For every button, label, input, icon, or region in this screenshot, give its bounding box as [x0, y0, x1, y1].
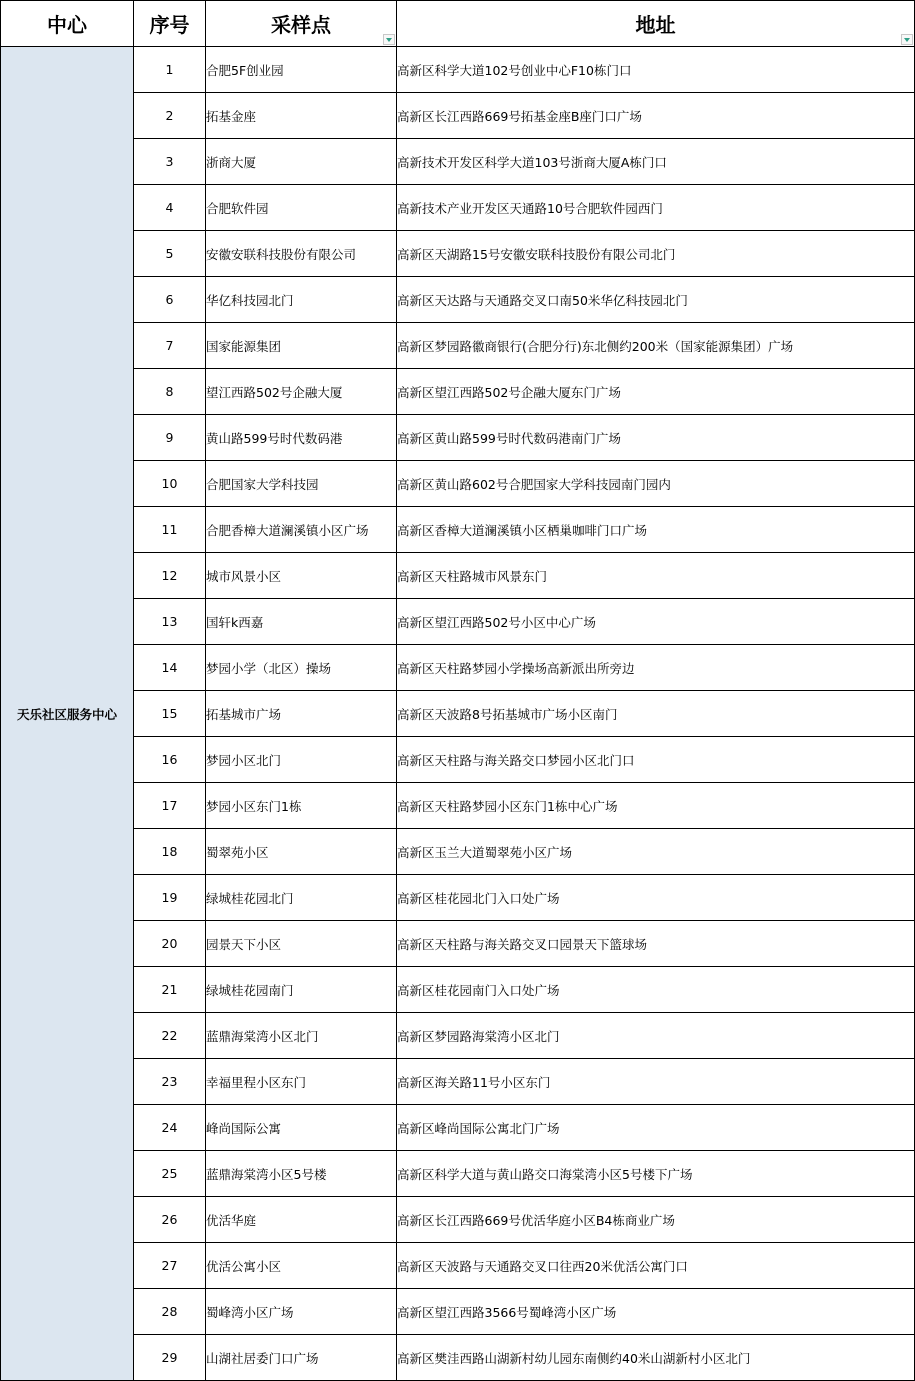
address-cell[interactable]: 高新区玉兰大道蜀翠苑小区广场	[397, 829, 915, 875]
site-cell[interactable]: 国家能源集团	[206, 323, 397, 369]
address-cell[interactable]: 高新区天柱路与海关路交口梦园小区北门口	[397, 737, 915, 783]
table-row	[1, 1197, 915, 1243]
table-row	[1, 599, 915, 645]
seq-cell[interactable]: 24	[134, 1105, 206, 1151]
seq-cell[interactable]: 23	[134, 1059, 206, 1105]
table-row	[1, 323, 915, 369]
site-cell[interactable]: 合肥香樟大道澜溪镇小区广场	[206, 507, 397, 553]
address-cell[interactable]: 高新区樊洼西路山湖新村幼儿园东南侧约40米山湖新村小区北门	[397, 1335, 915, 1381]
address-cell[interactable]: 高新区海关路11号小区东门	[397, 1059, 915, 1105]
address-cell[interactable]: 高新区天达路与天通路交叉口南50米华亿科技园北门	[397, 277, 915, 323]
site-cell[interactable]: 梦园小区东门1栋	[206, 783, 397, 829]
site-cell[interactable]: 蜀翠苑小区	[206, 829, 397, 875]
seq-cell[interactable]: 11	[134, 507, 206, 553]
table-row	[1, 553, 915, 599]
seq-cell[interactable]: 6	[134, 277, 206, 323]
header-seq	[134, 1, 206, 47]
site-cell[interactable]: 幸福里程小区东门	[206, 1059, 397, 1105]
site-cell[interactable]: 浙商大厦	[206, 139, 397, 185]
table-row	[1, 921, 915, 967]
address-cell[interactable]: 高新区天柱路梦园小区东门1栋中心广场	[397, 783, 915, 829]
address-cell[interactable]: 高新区香樟大道澜溪镇小区栖巢咖啡门口广场	[397, 507, 915, 553]
seq-cell[interactable]: 20	[134, 921, 206, 967]
site-cell[interactable]: 蜀峰湾小区广场	[206, 1289, 397, 1335]
seq-cell[interactable]: 7	[134, 323, 206, 369]
address-cell[interactable]: 高新区桂花园南门入口处广场	[397, 967, 915, 1013]
address-cell[interactable]: 高新区长江西路669号拓基金座B座门口广场	[397, 93, 915, 139]
table-row	[1, 1151, 915, 1197]
seq-cell[interactable]: 13	[134, 599, 206, 645]
address-cell[interactable]: 高新区科学大道102号创业中心F10栋门口	[397, 47, 915, 93]
site-filter-dropdown-icon[interactable]	[383, 34, 395, 45]
header-site	[206, 1, 397, 47]
seq-cell[interactable]: 12	[134, 553, 206, 599]
seq-cell[interactable]: 21	[134, 967, 206, 1013]
site-cell[interactable]: 合肥国家大学科技园	[206, 461, 397, 507]
address-cell[interactable]: 高新区天柱路梦园小学操场高新派出所旁边	[397, 645, 915, 691]
site-cell[interactable]: 山湖社居委门口广场	[206, 1335, 397, 1381]
address-cell[interactable]: 高新区望江西路502号小区中心广场	[397, 599, 915, 645]
seq-cell[interactable]: 15	[134, 691, 206, 737]
site-cell[interactable]: 望江西路502号企融大厦	[206, 369, 397, 415]
table-row	[1, 139, 915, 185]
table-row	[1, 1335, 915, 1381]
seq-cell[interactable]: 29	[134, 1335, 206, 1381]
seq-cell[interactable]: 2	[134, 93, 206, 139]
seq-cell[interactable]: 3	[134, 139, 206, 185]
table-row	[1, 967, 915, 1013]
table-row	[1, 829, 915, 875]
table-row	[1, 461, 915, 507]
table-row	[1, 645, 915, 691]
table-row	[1, 369, 915, 415]
site-cell[interactable]: 园景天下小区	[206, 921, 397, 967]
seq-cell[interactable]: 22	[134, 1013, 206, 1059]
address-cell[interactable]: 高新区黄山路602号合肥国家大学科技园南门园内	[397, 461, 915, 507]
site-cell[interactable]: 蓝鼎海棠湾小区5号楼	[206, 1151, 397, 1197]
site-cell[interactable]: 优活华庭	[206, 1197, 397, 1243]
center-name-cell[interactable]: 天乐社区服务中心	[1, 47, 134, 1381]
table-row	[1, 93, 915, 139]
table-row	[1, 737, 915, 783]
seq-cell[interactable]: 10	[134, 461, 206, 507]
address-cell[interactable]: 高新区桂花园北门入口处广场	[397, 875, 915, 921]
site-cell[interactable]: 城市风景小区	[206, 553, 397, 599]
site-cell[interactable]: 绿城桂花园南门	[206, 967, 397, 1013]
site-cell[interactable]: 安徽安联科技股份有限公司	[206, 231, 397, 277]
address-cell[interactable]: 高新区梦园路海棠湾小区北门	[397, 1013, 915, 1059]
table-row	[1, 185, 915, 231]
table-row	[1, 231, 915, 277]
table-row	[1, 691, 915, 737]
site-cell[interactable]: 黄山路599号时代数码港	[206, 415, 397, 461]
address-cell[interactable]: 高新区望江西路3566号蜀峰湾小区广场	[397, 1289, 915, 1335]
header-center	[1, 1, 134, 47]
seq-cell[interactable]: 18	[134, 829, 206, 875]
address-cell[interactable]: 高新技术开发区科学大道103号浙商大厦A栋门口	[397, 139, 915, 185]
site-cell[interactable]: 拓基金座	[206, 93, 397, 139]
header-address-label: 地址	[635, 13, 676, 37]
seq-cell[interactable]: 27	[134, 1243, 206, 1289]
table-row	[1, 1013, 915, 1059]
site-cell[interactable]: 华亿科技园北门	[206, 277, 397, 323]
address-cell[interactable]: 高新技术产业开发区天通路10号合肥软件园西门	[397, 185, 915, 231]
site-cell[interactable]: 绿城桂花园北门	[206, 875, 397, 921]
seq-cell[interactable]: 1	[134, 47, 206, 93]
address-cell[interactable]: 高新区长江西路669号优活华庭小区B4栋商业广场	[397, 1197, 915, 1243]
seq-cell[interactable]: 9	[134, 415, 206, 461]
table-row	[1, 783, 915, 829]
table-body	[1, 47, 915, 1381]
seq-cell[interactable]: 5	[134, 231, 206, 277]
site-cell[interactable]: 拓基城市广场	[206, 691, 397, 737]
header-center-label: 中心	[47, 13, 87, 37]
address-filter-dropdown-icon[interactable]	[901, 34, 913, 45]
seq-cell[interactable]: 26	[134, 1197, 206, 1243]
header-seq-label: 序号	[149, 13, 190, 37]
address-cell[interactable]: 高新区峰尚国际公寓北门广场	[397, 1105, 915, 1151]
address-cell[interactable]: 高新区天波路与天通路交叉口往西20米优活公寓门口	[397, 1243, 915, 1289]
seq-cell[interactable]: 25	[134, 1151, 206, 1197]
address-cell[interactable]: 高新区黄山路599号时代数码港南门广场	[397, 415, 915, 461]
address-cell[interactable]: 高新区天柱路城市风景东门	[397, 553, 915, 599]
table-row	[1, 1243, 915, 1289]
table-row	[1, 277, 915, 323]
table-row	[1, 1105, 915, 1151]
table-row	[1, 507, 915, 553]
seq-cell[interactable]: 4	[134, 185, 206, 231]
address-cell[interactable]: 高新区天柱路与海关路交叉口园景天下篮球场	[397, 921, 915, 967]
address-cell[interactable]: 高新区望江西路502号企融大厦东门广场	[397, 369, 915, 415]
site-cell[interactable]: 峰尚国际公寓	[206, 1105, 397, 1151]
address-cell[interactable]: 高新区梦园路徽商银行(合肥分行)东北侧约200米（国家能源集团）广场	[397, 323, 915, 369]
seq-cell[interactable]: 17	[134, 783, 206, 829]
seq-cell[interactable]: 19	[134, 875, 206, 921]
site-cell[interactable]: 合肥5F创业园	[206, 47, 397, 93]
site-cell[interactable]: 梦园小学（北区）操场	[206, 645, 397, 691]
site-cell[interactable]: 蓝鼎海棠湾小区北门	[206, 1013, 397, 1059]
address-cell[interactable]: 高新区天湖路15号安徽安联科技股份有限公司北门	[397, 231, 915, 277]
table-row	[1, 1059, 915, 1105]
table-row	[1, 875, 915, 921]
site-cell[interactable]: 合肥软件园	[206, 185, 397, 231]
site-cell[interactable]: 梦园小区北门	[206, 737, 397, 783]
table-row	[1, 47, 915, 93]
seq-cell[interactable]: 14	[134, 645, 206, 691]
seq-cell[interactable]: 28	[134, 1289, 206, 1335]
header-site-label: 采样点	[271, 13, 331, 37]
address-cell[interactable]: 高新区科学大道与黄山路交口海棠湾小区5号楼下广场	[397, 1151, 915, 1197]
seq-cell[interactable]: 16	[134, 737, 206, 783]
header-row	[1, 1, 915, 47]
table-row	[1, 415, 915, 461]
table-row	[1, 1289, 915, 1335]
site-cell[interactable]: 优活公寓小区	[206, 1243, 397, 1289]
seq-cell[interactable]: 8	[134, 369, 206, 415]
header-address	[397, 1, 915, 47]
address-cell[interactable]: 高新区天波路8号拓基城市广场小区南门	[397, 691, 915, 737]
site-cell[interactable]: 国轩k西嘉	[206, 599, 397, 645]
